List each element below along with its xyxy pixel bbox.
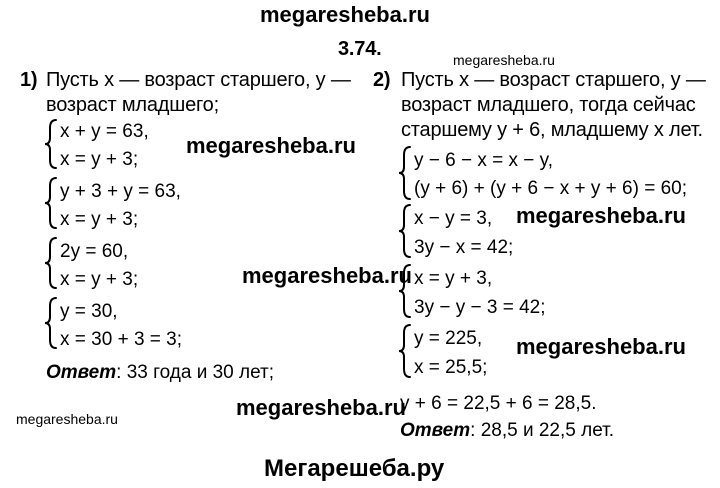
system-brace xyxy=(398,203,412,259)
part1-answer xyxy=(46,362,274,384)
part2-intro-line2: возраст младшего, тогда сейчас xyxy=(401,94,696,116)
watermark-bottom-center: megaresheba.ru xyxy=(236,395,406,420)
watermark-top: megaresheba.ru xyxy=(260,2,430,27)
system-brace xyxy=(44,118,58,170)
part2-sys2-eq2: 3y − x = 42; xyxy=(414,237,514,258)
watermark-right-lower: megaresheba.ru xyxy=(516,334,686,359)
part2-intro-line3: старшему y + 6, младшему x лет. xyxy=(401,119,703,141)
watermark-mid-left: megaresheba.ru xyxy=(186,133,356,158)
part2-sys1-eq1: y − 6 − x = x − y, xyxy=(414,150,554,171)
part2-sys2-eq1: x − y = 3, xyxy=(414,208,493,229)
answer-text: : 33 года и 30 лет; xyxy=(116,362,275,383)
watermark-small-top: megaresheba.ru xyxy=(453,52,555,68)
watermark-mid-right: megaresheba.ru xyxy=(516,203,686,228)
watermark-center: megaresheba.ru xyxy=(242,263,412,288)
part1-sys2-eq1: y + 3 + y = 63, xyxy=(60,181,181,202)
system-brace xyxy=(44,176,58,230)
system-brace xyxy=(44,236,58,290)
part2-sys4-eq2: x = 25,5; xyxy=(414,357,488,378)
part1-sys1-eq2: x = y + 3; xyxy=(60,149,139,170)
answer-label: Ответ xyxy=(46,362,117,383)
part2-sys4-eq1: y = 225, xyxy=(414,328,483,349)
answer-label: Ответ xyxy=(400,420,471,441)
system-brace xyxy=(398,323,412,379)
part2-number: 2) xyxy=(373,69,391,91)
system-brace xyxy=(44,296,58,350)
footer-site-name: Мегарешеба.ру xyxy=(264,455,445,482)
part2-sys3-eq1: x = y + 3, xyxy=(414,268,493,289)
watermark-small-bottom-left: megaresheba.ru xyxy=(16,411,118,427)
part2-intro-line1: Пусть x — возраст старшего, y — xyxy=(401,69,706,91)
part2-sys1-eq2: (y + 6) + (y + 6 − x + y + 6) = 60; xyxy=(414,178,687,199)
part1-number: 1) xyxy=(20,69,38,91)
part1-sys1-eq1: x + y = 63, xyxy=(60,121,149,142)
part2-final-line: y + 6 = 22,5 + 6 = 28,5. xyxy=(400,393,597,414)
part1-intro-line2: возраст младшего; xyxy=(46,94,219,116)
part1-sys4-eq2: x = 30 + 3 = 3; xyxy=(60,329,183,350)
system-brace xyxy=(398,145,412,201)
part1-sys3-eq1: 2y = 60, xyxy=(60,241,129,262)
problem-number: 3.74. xyxy=(338,38,382,60)
answer-text: : 28,5 и 22,5 лет. xyxy=(470,420,615,441)
part2-sys3-eq2: 3y − y − 3 = 42; xyxy=(414,297,546,318)
system-brace xyxy=(398,263,412,319)
part1-sys3-eq2: x = y + 3; xyxy=(60,269,139,290)
part1-sys2-eq2: x = y + 3; xyxy=(60,209,139,230)
part2-answer xyxy=(400,420,614,442)
part1-sys4-eq1: y = 30, xyxy=(60,301,118,322)
part1-intro-line1: Пусть x — возраст старшего, y — xyxy=(46,69,351,91)
